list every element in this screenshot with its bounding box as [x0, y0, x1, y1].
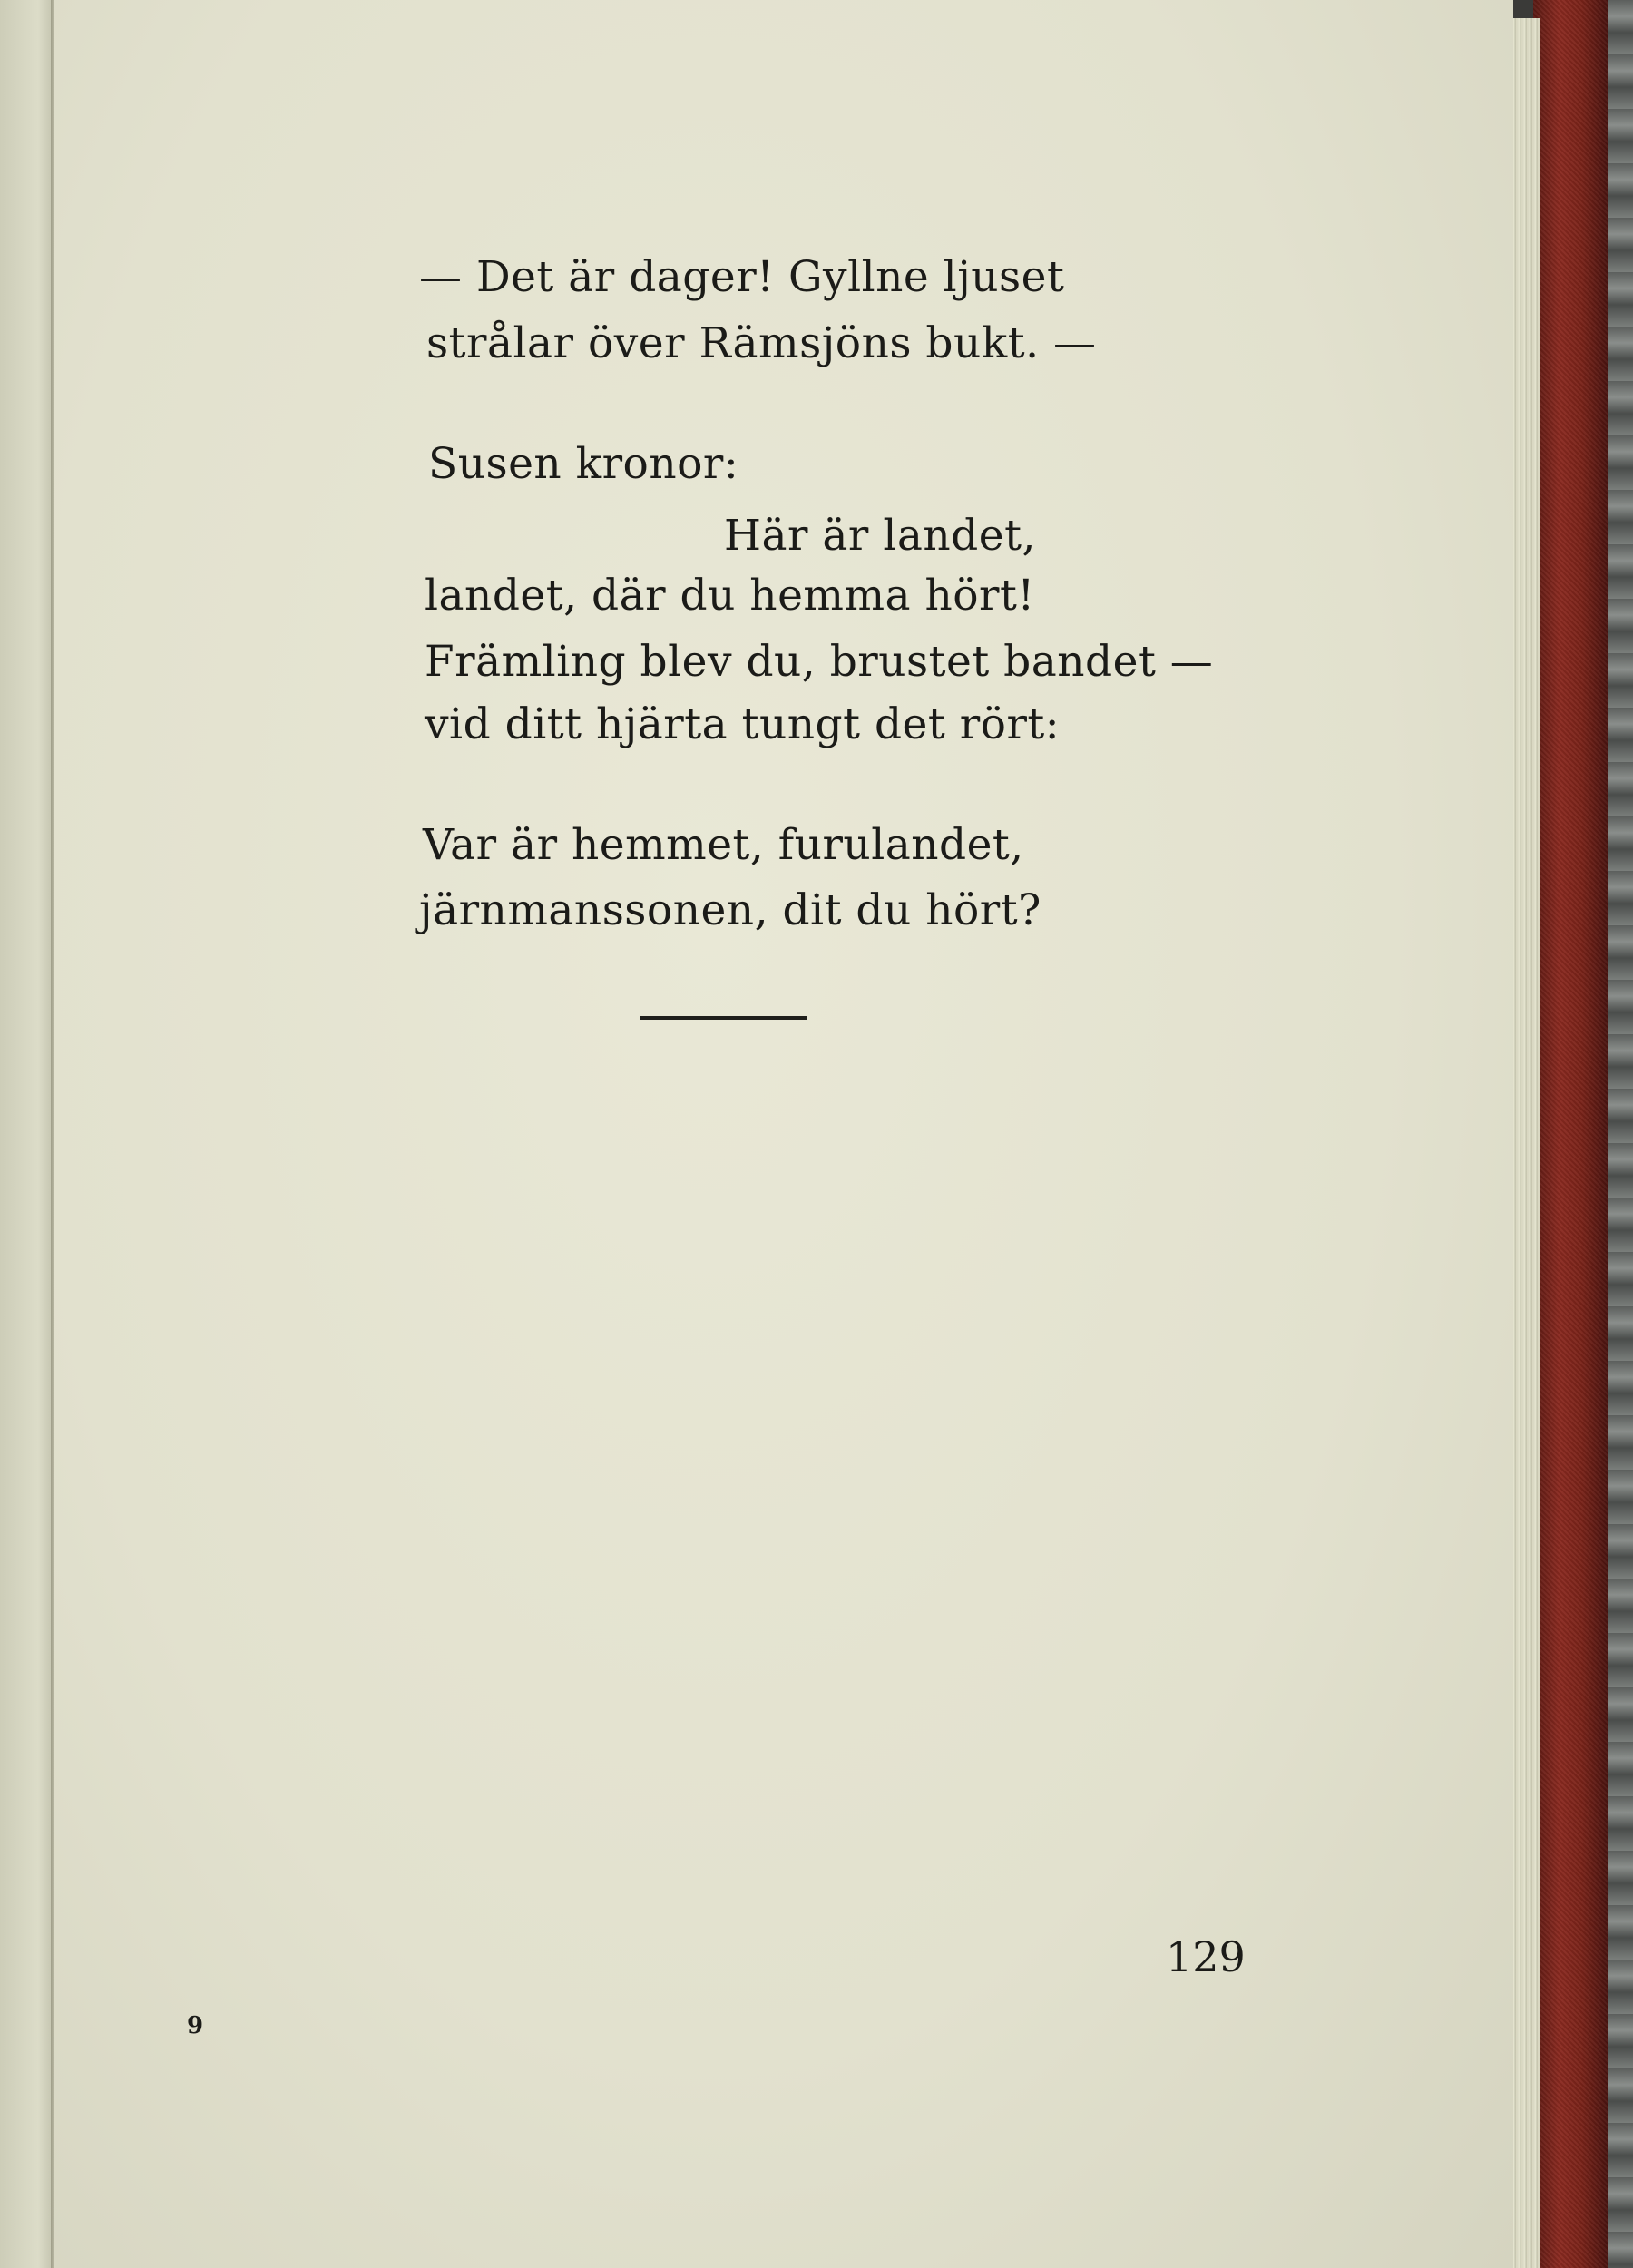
background-strip: [1604, 0, 1633, 2268]
page-number: 129: [1166, 1932, 1246, 1981]
poem-line: Var är hemmet, furulandet,: [423, 820, 1024, 870]
poem-line: vid ditt hjärta tungt det rört:: [425, 699, 1061, 749]
poem-line: Susen kronor:: [428, 439, 739, 489]
page-edges: [1511, 18, 1540, 2268]
poem-line: — Det är dager! Gyllne ljuset: [419, 252, 1065, 302]
poem-line: landet, där du hemma hört!: [425, 571, 1035, 621]
book-cover-edge: [1533, 0, 1608, 2268]
poem-line: järnmanssonen, dit du hört?: [419, 885, 1041, 935]
signature-mark: 9: [187, 2012, 204, 2039]
poem-line: Främling blev du, brustet bandet —: [425, 637, 1214, 687]
poem-line: strålar över Rämsjöns bukt. —: [426, 318, 1097, 368]
book-page: [54, 0, 1513, 2268]
section-end-rule: [640, 1016, 807, 1020]
facing-page-sliver: [0, 0, 54, 2268]
poem-line: Här är landet,: [724, 511, 1036, 561]
